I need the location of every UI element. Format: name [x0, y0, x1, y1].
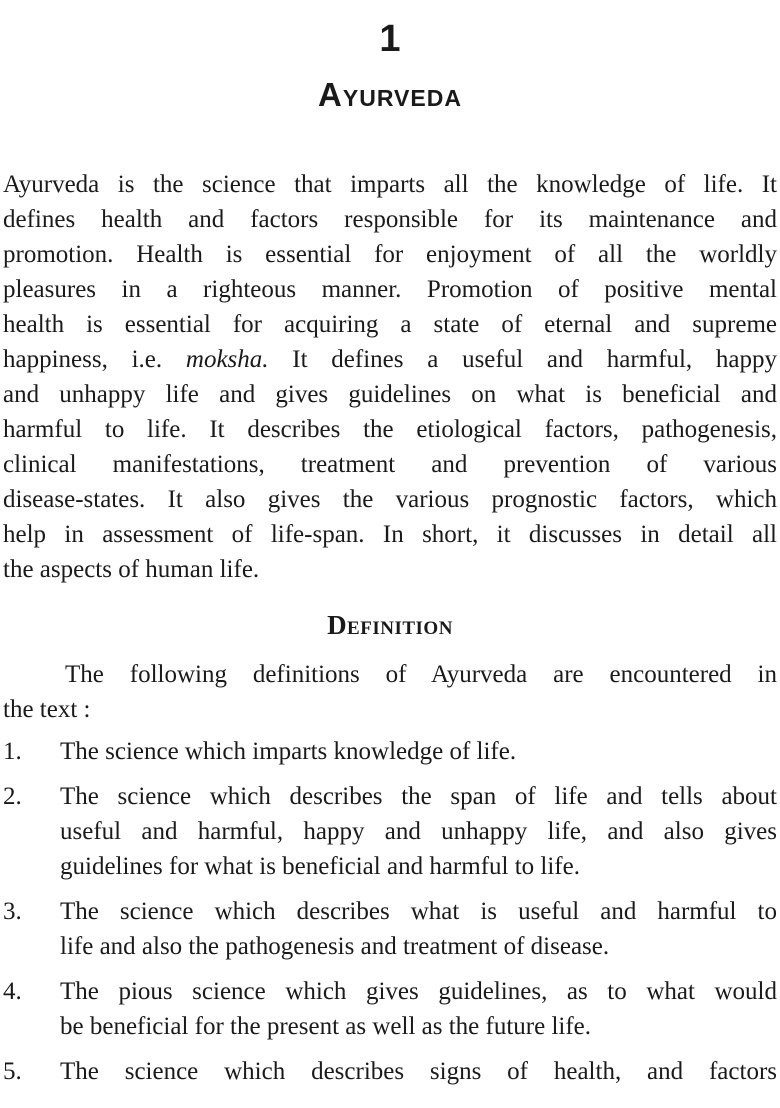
text-line: guidelines for what is beneficial and harmful to life. [60, 853, 580, 880]
text-line: pleasures in a righteous manner. Promotion of positive mental [3, 276, 777, 303]
text-line: The science which describes signs of health, and factors [60, 1058, 777, 1085]
text-span: happiness, i.e. [3, 346, 186, 373]
text-line: clinical manifestations, treatment and prevention of various [3, 451, 777, 478]
definition-item [3, 779, 777, 884]
text-line: and unhappy life and gives guidelines on what is beneficial and [3, 381, 777, 408]
text-line: disease-states. It also gives the various prognostic factors, which [3, 486, 777, 513]
text-line: useful and harmful, happy and unhappy life, and also gives [60, 818, 777, 845]
definition-item [3, 734, 777, 769]
italic-term: moksha. [185, 346, 269, 373]
text-line: The following definitions of Ayurveda are encountered in [65, 661, 777, 688]
text-line: harmful to life. It describes the etiological factors, pathogenesis, [3, 416, 777, 443]
text-line: the aspects of human life. [3, 556, 260, 583]
section-heading: Definition [327, 610, 453, 640]
text-line: The pious science which gives guidelines, as to what would [60, 978, 777, 1005]
text-line: The science which imparts knowledge of life. [60, 738, 517, 765]
definition-intro [3, 657, 777, 727]
item-number: 1. [3, 738, 22, 765]
item-number: 3. [3, 898, 22, 925]
text-line: The science which describes what is useful and harmful to [60, 898, 777, 925]
intro-paragraph [3, 167, 777, 587]
text-line [3, 342, 777, 377]
text-line: Ayurveda is the science that imparts all the knowledge of life. It [3, 171, 777, 198]
text-line: be beneficial for the present as well as the future life. [60, 1013, 592, 1040]
text-line: health is essential for acquiring a state of eternal and supreme [3, 311, 777, 338]
text-line: promotion. Health is essential for enjoyment of all the worldly [3, 241, 777, 268]
text-line: defines health and factors responsible for its maintenance and [3, 206, 777, 233]
item-number: 2. [3, 783, 22, 810]
item-number: 5. [3, 1058, 22, 1085]
text-span: It defines a useful and harmful, happy [268, 346, 777, 373]
chapter-number: 1 [379, 18, 401, 60]
text-line: life and also the pathogenesis and treatment of disease. [60, 933, 610, 960]
text-line: the text : [3, 696, 91, 723]
text-line: The science which describes the span of life and tells about [60, 783, 777, 810]
item-number: 4. [3, 978, 22, 1005]
chapter-title: Ayurveda [318, 76, 462, 113]
definition-item [3, 894, 777, 964]
definition-item [3, 1054, 777, 1089]
definition-item [3, 974, 777, 1044]
text-line: help in assessment of life-span. In short, it discusses in detail all [3, 521, 777, 548]
